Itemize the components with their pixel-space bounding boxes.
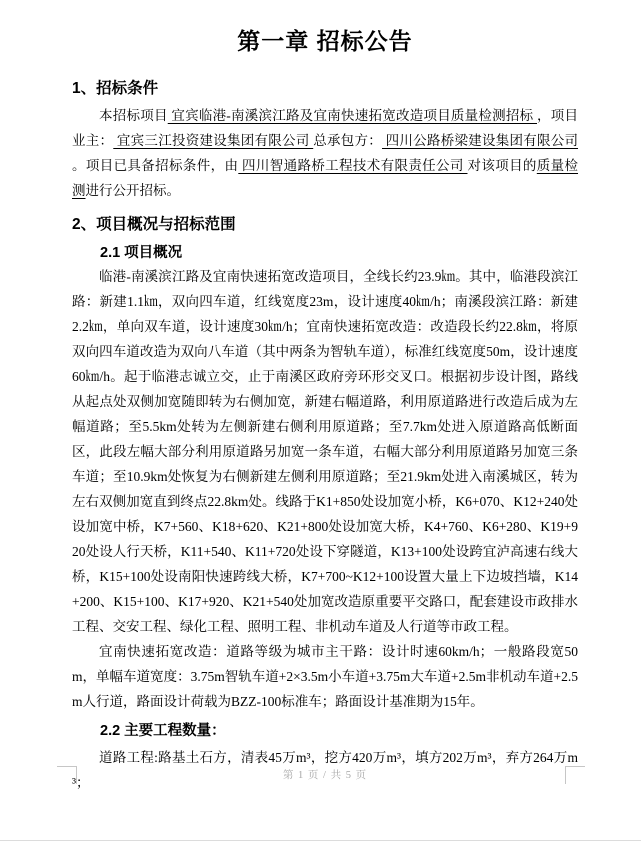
- underlined-blank-field: 宜宾临港-南溪滨江路及宜南快速拓宽改造项目质量检测招标: [167, 108, 538, 123]
- page-bottom-edge-divider: [0, 840, 641, 841]
- quantities-paragraph: 道路工程:路基土石方，清表45万m³，挖方420万m³，填方202万m³，弃方264万m³；: [72, 750, 578, 790]
- road-grade-paragraph: 宜南快速拓宽改造：道路等级为城市主干路：设计时速60km/h；一般路段宽50m，单幅车道宽度：3.75m智轨车道+2×3.5m小车道+3.75m大车道+2.5m非机动车道+2.5m人行道，路面设计荷载为BZZ-100标准车；路面设计基准期为15年。: [72, 644, 578, 709]
- section-1-heading: 1、招标条件: [72, 80, 159, 97]
- page-title: 第一章 招标公告: [237, 28, 413, 54]
- project-overview-paragraph: 临港-南溪滨江路及宜南快速拓宽改造项目，全线长约23.9㎞。其中，临港段滨江路：新建1.1㎞，双向四车道，红线宽度23m，设计速度40㎞/h；南溪段滨江路：新建2.2㎞，单向双车道，设计速度30㎞/h；宜南快速拓宽改造：改造段长约22.8㎞，将原双向四车道改造为双向八车道（其中两条为智轨车道），标准红线宽度50m，设计速度60㎞/h。起于临港志诚立交，止于南溪区政府旁环形交叉口。根据初步设计图，路线从起点处双侧加宽随即转为右侧加宽，新建右幅道路，利用原道路进行改造后成为左幅道路；至5.5km处转为左侧新建右侧利用原道路；至7.7km处进入原道路高低断面区，此段左幅大部分利用原道路另加宽一条车道，右幅大部分利用原道路另加宽三条车道；至10.9km处恢复为右侧新建左侧利用原道路；至21.9km处进入南溪城区，转为左右双侧加宽直到终点22.8km处。线路于K1+850处设加宽小桥，K6+070、K12+240处设加宽中桥，K7+560、K18+620、K21+800处设加宽大桥，K4+760、K6+280、K19+920处设人行天桥，K11+540、K11+720处设下穿隧道，K13+100处设跨宜泸高速右线大桥，K15+100处设南阳快速跨线大桥，K7+700~K12+100设置大量上下边坡挡墙，K14+200、K15+100、K17+920、K21+540处加宽改造原重要平交路口，配套建设市政排水工程、交安工程、绿化工程、照明工程、非机动车道及人行道等市政工程。: [72, 269, 578, 634]
- section-2-2-heading: 2.2 主要工程数量：: [100, 723, 226, 739]
- margin-corner-mark-right-icon: [565, 766, 585, 784]
- text-run: 进行公开招标。: [85, 183, 180, 198]
- underlined-blank-field: 四川智通路桥工程技术有限责任公司: [238, 158, 468, 173]
- underlined-blank-field: 四川公路桥梁建设集团有限公司: [382, 133, 579, 148]
- text-run: 。项目已具备招标条件，由: [72, 158, 239, 173]
- page-number-indicator: 第 1 页 / 共 5 页: [282, 770, 368, 781]
- page-content: [72, 0, 578, 795]
- text-run: 总承包方：: [313, 133, 383, 148]
- text-run: 本招标项目: [99, 108, 168, 123]
- section-2-heading: 2、项目概况与招标范围: [72, 216, 236, 233]
- underlined-blank-field: 宜宾三江投资建设集团有限公司: [113, 133, 314, 148]
- underlined-blank-field: 质量检测: [72, 158, 579, 198]
- text-run: 对该项目的: [467, 158, 537, 173]
- text-run: ，项目业主：: [72, 108, 579, 148]
- section-2-1-heading: 2.1 项目概况: [100, 245, 183, 261]
- margin-corner-mark-left-icon: [57, 766, 77, 784]
- section-1-paragraph: [72, 103, 578, 203]
